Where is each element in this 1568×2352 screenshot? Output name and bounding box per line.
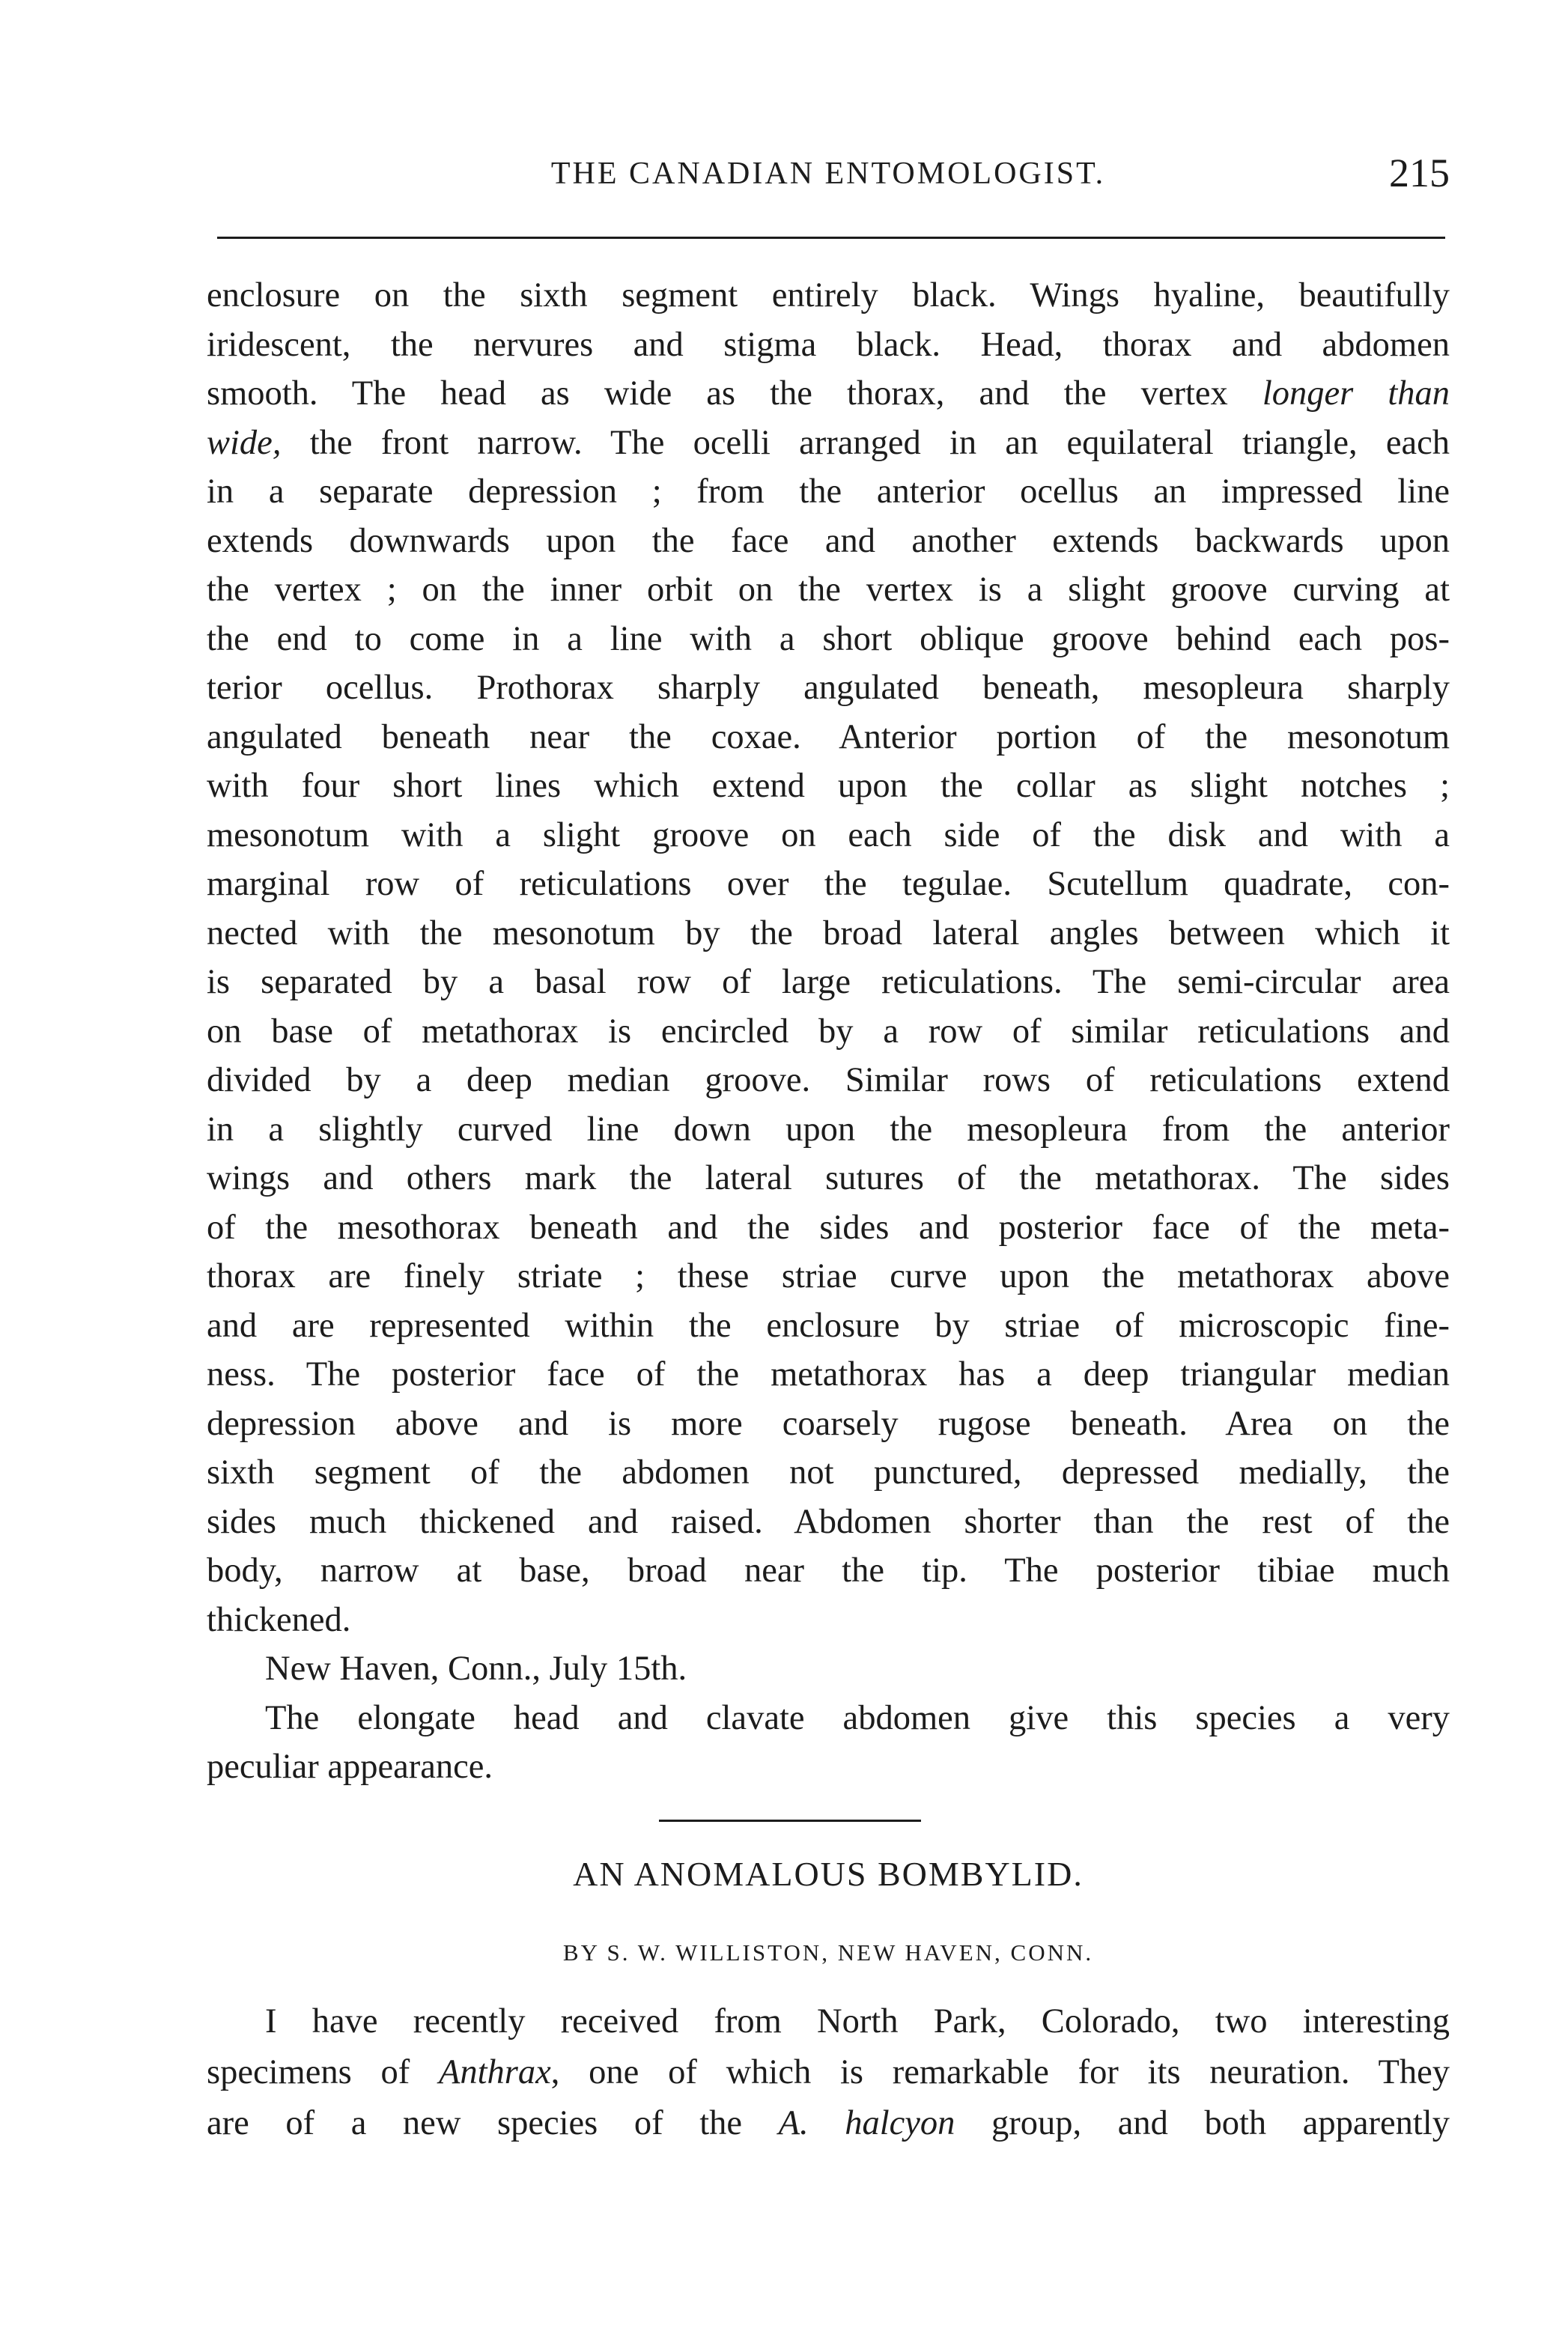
- species-description: [207, 271, 1450, 1792]
- text-line: I have recently received from North Park, Colorado, two interesting: [265, 2002, 1450, 2040]
- text-line: are of a new species of the A. halcyon group, and both apparently: [207, 2104, 1450, 2142]
- text-line: wings and others mark the lateral sutures of the metathorax. The sides: [207, 1159, 1450, 1197]
- article-title: AN ANOMALOUS BOMBYLID.: [573, 1855, 1084, 1893]
- text-line: mesonotum with a slight groove on each side of the disk and with a: [207, 815, 1450, 854]
- text-line: sides much thickened and raised. Abdomen shorter than the rest of the: [207, 1502, 1450, 1541]
- text-line: divided by a deep median groove. Similar rows of reticulations extend: [207, 1061, 1450, 1099]
- text-line: The elongate head and clavate abdomen give this species a very: [265, 1698, 1450, 1737]
- text-line: wide, the front narrow. The ocelli arranged in an equilateral triangle, each: [207, 423, 1450, 462]
- page-header: [207, 150, 1450, 210]
- text-line: enclosure on the sixth segment entirely black. Wings hyaline, beautifully: [207, 276, 1450, 314]
- text-line: extends downwards upon the face and another extends backwards upon: [207, 521, 1450, 560]
- header-rule: [217, 237, 1445, 239]
- text-line: and are represented within the enclosure by striae of microscopic fine-: [207, 1306, 1450, 1345]
- text-line: thickened.: [207, 1600, 351, 1639]
- text-line: in a separate depression ; from the anterior ocellus an impressed line: [207, 472, 1450, 511]
- text-line: specimens of Anthrax, one of which is remarkable for its neuration. They: [207, 2053, 1450, 2091]
- article-byline: BY S. W. WILLISTON, NEW HAVEN, CONN.: [562, 1939, 1094, 1966]
- italic-text: wide,: [207, 423, 282, 462]
- text-line: sixth segment of the abdomen not punctured, depressed medially, the: [207, 1453, 1450, 1492]
- page-number: 215: [1389, 151, 1450, 195]
- italic-text: longer than: [1262, 374, 1450, 413]
- text-line: of the mesothorax beneath and the sides and posterior face of the meta-: [207, 1208, 1450, 1247]
- section-divider: [659, 1820, 921, 1822]
- text-line: nected with the mesonotum by the broad lateral angles between which it: [207, 914, 1450, 952]
- text-line: with four short lines which extend upon the collar as slight notches ;: [207, 767, 1450, 805]
- text-line: thorax are finely striate ; these striae curve upon the metathorax above: [207, 1257, 1450, 1295]
- text-line: iridescent, the nervures and stigma black. Head, thorax and abdomen: [207, 325, 1450, 364]
- genus-name: Anthrax: [438, 2053, 551, 2091]
- text-line: on base of metathorax is encircled by a row of similar reticulations and: [207, 1012, 1450, 1051]
- text-line: in a slightly curved line down upon the mesopleura from the anterior: [207, 1110, 1450, 1149]
- text-line: depression above and is more coarsely rugose beneath. Area on the: [207, 1404, 1450, 1443]
- species-group-name: A. halcyon: [778, 2104, 955, 2142]
- text-line: body, narrow at base, broad near the tip. The posterior tibiae much: [207, 1552, 1450, 1590]
- text-line: ness. The posterior face of the metathorax has a deep triangular median: [207, 1355, 1450, 1394]
- text-line: the vertex ; on the inner orbit on the vertex is a slight groove curving at: [207, 571, 1450, 609]
- locality-line: New Haven, Conn., July 15th.: [265, 1650, 687, 1688]
- article-body: [207, 1996, 1450, 2149]
- text-line: the end to come in a line with a short oblique groove behind each pos-: [207, 619, 1450, 658]
- text-line: smooth. The head as wide as the thorax, and the vertex longer than: [207, 374, 1450, 413]
- running-title: THE CANADIAN ENTOMOLOGIST.: [550, 157, 1106, 191]
- text-line: is separated by a basal row of large reticulations. The semi-circular area: [207, 963, 1450, 1001]
- text-line: terior ocellus. Prothorax sharply angulated beneath, mesopleura sharply: [207, 669, 1450, 707]
- text-line: marginal row of reticulations over the tegulae. Scutellum quadrate, con-: [207, 865, 1450, 903]
- text-line: angulated beneath near the coxae. Anterior portion of the mesonotum: [207, 717, 1450, 756]
- text-line: peculiar appearance.: [207, 1748, 493, 1786]
